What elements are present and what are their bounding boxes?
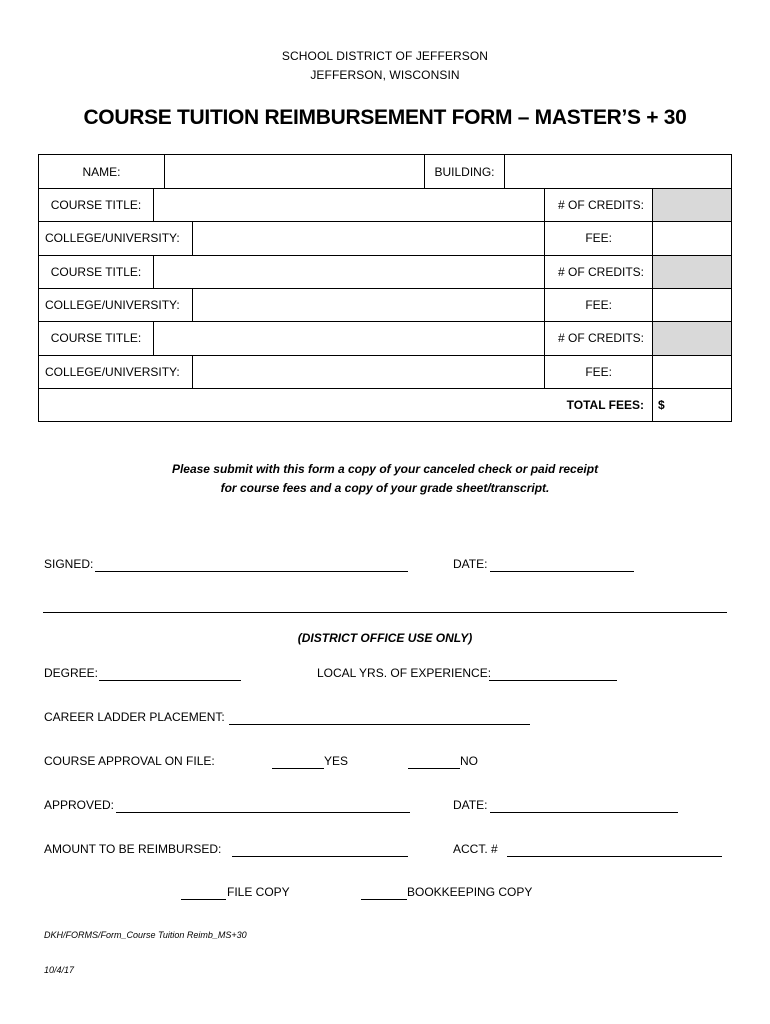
acct-field[interactable] [507,856,722,857]
college-label-1: COLLEGE/UNIVERSITY: [45,231,180,245]
fee-label-1: FEE: [585,231,612,245]
signed-field[interactable] [95,571,408,572]
file-copy-field[interactable] [181,899,226,900]
college-field-3[interactable] [193,356,543,387]
credits-field-1[interactable] [653,189,731,221]
footer-path: DKH/FORMS/Form_Course Tuition Reimb_MS+30 [44,930,247,940]
office-use-heading: (DISTRICT OFFICE USE ONLY) [297,631,473,645]
district-name: SCHOOL DISTRICT OF JEFFERSON [281,49,489,63]
amount-field[interactable] [232,856,408,857]
local-yrs-label: LOCAL YRS. OF EXPERIENCE: [317,666,492,680]
fee-field-2[interactable] [653,289,731,320]
course-title-label-2: COURSE TITLE: [50,264,142,279]
course-title-field-2[interactable] [154,256,543,287]
credits-label-2: # OF CREDITS: [557,264,644,279]
building-field[interactable] [505,156,731,187]
degree-field[interactable] [99,680,241,681]
approved-date-field[interactable] [490,812,678,813]
district-location: JEFFERSON, WISCONSIN [310,68,460,82]
bookkeeping-copy-field[interactable] [361,899,407,900]
building-label: BUILDING: [434,164,495,179]
career-ladder-label: CAREER LADDER PLACEMENT: [44,710,225,724]
course-approval-label: COURSE APPROVAL ON FILE: [44,754,215,768]
local-yrs-field[interactable] [489,680,617,681]
signature-date-field[interactable] [490,571,634,572]
bookkeeping-copy-label: BOOKKEEPING COPY [407,885,533,899]
fee-field-3[interactable] [653,356,731,387]
total-fees-label: TOTAL FEES: [566,397,644,412]
submission-note-line2: for course fees and a copy of your grade sheet/transcript. [220,481,550,495]
credits-label-3: # OF CREDITS: [557,331,644,345]
name-label: NAME: [82,164,121,179]
footer-date: 10/4/17 [44,965,75,975]
career-ladder-field[interactable] [229,724,530,725]
degree-label: DEGREE: [44,666,99,680]
signed-label: SIGNED: [44,557,94,571]
no-label: NO [460,754,478,768]
course-table [38,154,732,422]
yes-label: YES [324,754,349,768]
course-title-label-1: COURSE TITLE: [50,197,142,212]
credits-label-1: # OF CREDITS: [557,197,644,212]
form-title: COURSE TUITION REIMBURSEMENT FORM – MASTER’S + 30 [83,106,687,129]
signature-date-label: DATE: [453,557,488,571]
yes-field[interactable] [272,768,324,769]
total-fees-field[interactable]: $ [658,397,665,412]
college-label-2: COLLEGE/UNIVERSITY: [45,297,180,312]
college-label-3: COLLEGE/UNIVERSITY: [45,364,180,379]
credits-field-3[interactable] [653,322,731,355]
file-copy-label: FILE COPY [227,885,290,899]
name-field[interactable] [165,156,423,187]
no-field[interactable] [408,768,460,769]
section-divider [43,612,727,613]
fee-label-2: FEE: [585,297,612,312]
fee-label-3: FEE: [585,364,612,379]
approved-label: APPROVED: [44,798,115,812]
credits-field-2[interactable] [653,256,731,288]
approved-field[interactable] [116,812,410,813]
course-title-field-1[interactable] [154,189,543,220]
fee-field-1[interactable] [653,222,731,254]
acct-label: ACCT. # [453,842,498,856]
submission-note-line1: Please submit with this form a copy of your canceled check or paid receipt [171,462,599,476]
amount-label: AMOUNT TO BE REIMBURSED: [44,842,222,856]
course-title-label-3: COURSE TITLE: [50,331,142,345]
approved-date-label: DATE: [453,798,488,812]
college-field-1[interactable] [193,222,543,254]
course-title-field-3[interactable] [154,322,543,354]
college-field-2[interactable] [193,289,543,320]
